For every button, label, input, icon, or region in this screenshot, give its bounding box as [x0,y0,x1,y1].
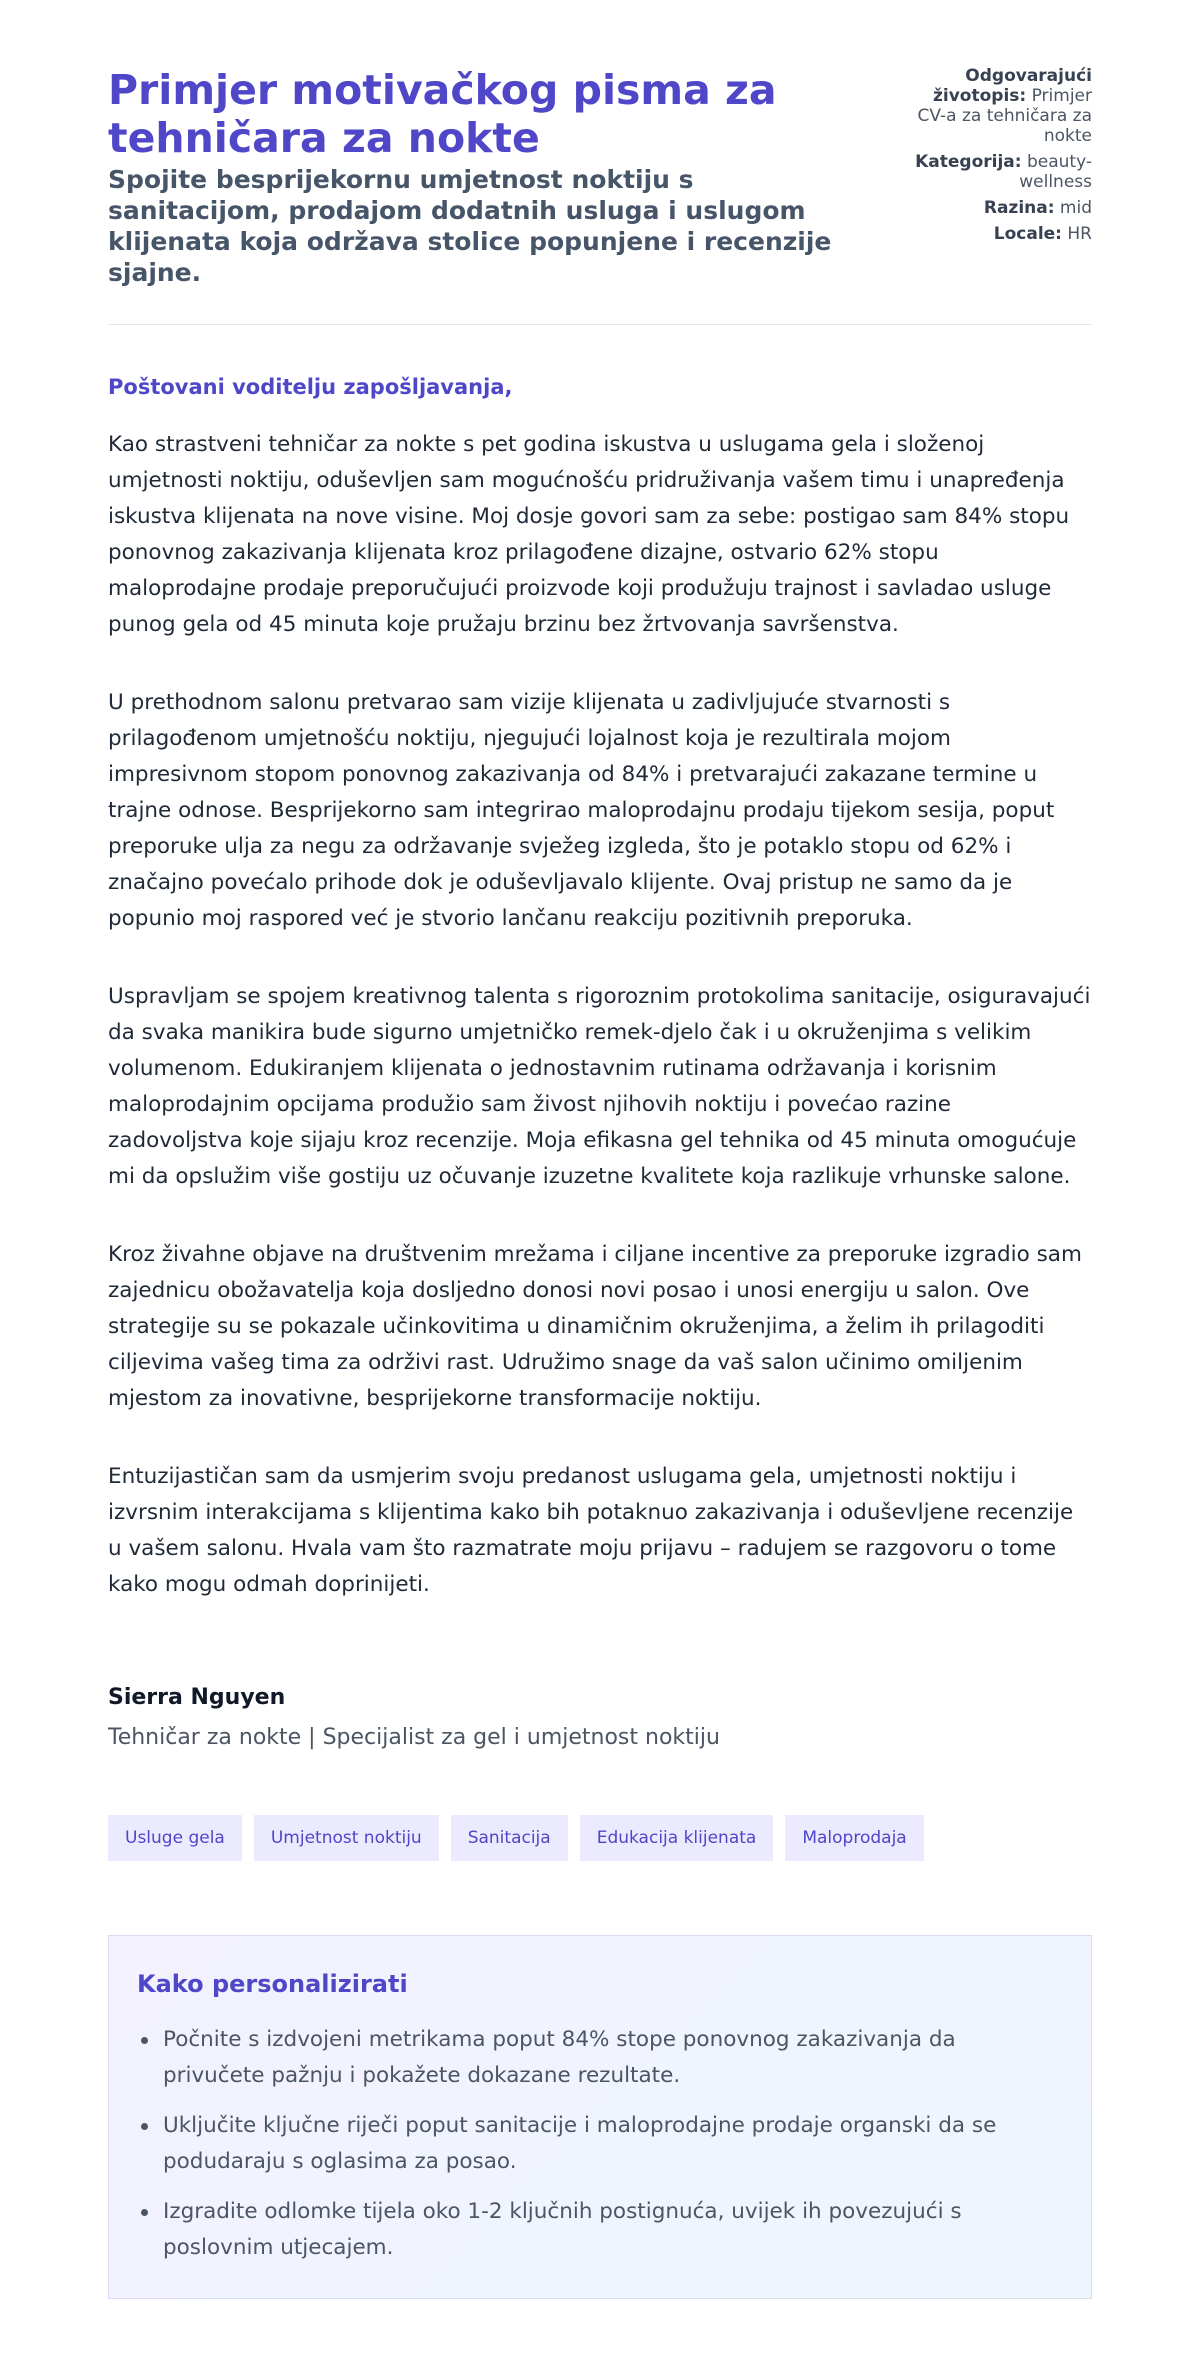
letter-paragraph-3: Uspravljam se spojem kreativnog talenta s rigoroznim protokolima sanitacije, osiguravajući da svaka manikira bude sigurno umjetničko remek-djelo čak i u okruženjima s velikim volumenom. Edukiranjem klijenata o jednostavnim rutinama održavanja i korisnim maloprodajnim opcijama produžio sam živost njihovih noktiju i povećao razine zadovoljstva koje sijaju kroz recenzije. Moja efikasna gel tehnika od 45 minuta omogućuje mi da opslužim više gostiju uz očuvanje izuzetne kvalitete koja razlikuje vrhunske salone. [108,984,1091,1189]
skill-tag: Maloprodaja [785,1815,923,1861]
meta-resume [902,66,1092,146]
skill-tag: Sanitacija [451,1815,568,1861]
salutation: Poštovani voditelju zapošljavanja, [108,375,513,399]
skill-tag: Usluge gela [108,1815,242,1861]
tips-list [137,2022,1063,2266]
letter-paragraph-2: U prethodnom salonu pretvarao sam vizije klijenata u zadivljujuće stvarnosti s prilagođenom umjetnošću noktiju, njegujući lojalnost koja je rezultirala mojom impresivnom stopom ponovnog zakazivanja od 84% i pretvarajući zakazane termine u trajne odnose. Besprijekorno sam integrirao maloprodajnu prodaju tijekom sesija, poput preporuke ulja za negu za održavanje svježeg izgleda, što je potaklo stopu od 62% i značajno povećalo prihode dok je oduševljavalo klijente. Ovaj pristup ne samo da je popunio moj raspored već je stvorio lančanu reakciju pozitivnih preporuka. [108,690,1055,931]
tip-item: Izgradite odlomke tijela oko 1-2 ključnih postignuća, uvijek ih povezujući s poslovnim utjecajem. [137,2194,1063,2266]
signature-role: Tehničar za nokte | Specijalist za gel i umjetnost noktiju [108,1725,720,1750]
skill-tags [108,1815,1092,1861]
meta-locale-value: HR [1067,224,1092,244]
personalization-tips [108,1935,1092,2299]
meta-category [902,152,1092,192]
meta-category-value: beauty-wellness [1019,152,1092,192]
letter-paragraph-4: Kroz živahne objave na društvenim mrežama i ciljane incentive za preporuke izgradio sam zajednicu obožavatelja koja dosljedno donosi novi posao i unosi energiju u salon. Ove strategije su se pokazale učinkovitima u dinamičnim okruženjima, a želim ih prilagoditi ciljevima vašeg tima za održivi rast. Udružimo snage da vaš salon učinimo omiljenim mjestom za inovativne, besprijekorne transformacije noktiju. [108,1242,1082,1411]
tip-item: Počnite s izdvojeni metrikama poput 84% stope ponovnog zakazivanja da privučete pažnju i pokažete dokazane rezultate. [137,2022,1063,2094]
meta-locale-label: Locale: [993,224,1062,244]
skill-tag: Umjetnost noktiju [254,1815,439,1861]
signature-block [108,1683,1092,1753]
meta-resume-label: Odgovarajući životopis: [932,66,1092,106]
page-title: Primjer motivačkog pisma za tehničara za nokte [108,66,777,162]
meta-level [902,198,1092,218]
letter-body [108,373,1092,1603]
signature-name: Sierra Nguyen [108,1685,286,1710]
tip-item: Uključite ključne riječi poput sanitacije i maloprodajne prodaje organski da se podudaraju s oglasima za posao. [137,2108,1063,2180]
meta-panel [902,66,1092,250]
page-subtitle: Spojite besprijekornu umjetnost noktiju s sanitacijom, prodajom dodatnih usluga i uslugom klijenata koja održava stolice popunjene i recenzije sjajne. [108,165,832,287]
letter-paragraph-5: Entuzijastičan sam da usmjerim svoju predanost uslugama gela, umjetnosti noktiju i izvrsnim interakcijama s klijentima kako bih potaknuo zakazivanja i oduševljene recenzije u vašem salonu. Hvala vam što razmatrate moju prijavu – radujem se razgovoru o tome kako mogu odmah doprinijeti. [108,1464,1074,1597]
document-header [108,66,1092,325]
header-titles [108,66,868,288]
tips-title: Kako personalizirati [137,1970,408,1998]
letter-paragraph-1: Kao strastveni tehničar za nokte s pet godina iskustva u uslugama gela i složenoj umjetnosti noktiju, oduševljen sam mogućnošću pridruživanja vašem timu i unapređenja iskustva klijenata na nove visine. Moj dosje govori sam za sebe: postigao sam 84% stopu ponovnog zakazivanja klijenata kroz prilagođene dizajne, ostvario 62% stopu maloprodajne prodaje preporučujući proizvode koji produžuju trajnost i savladao usluge punog gela od 45 minuta koje pružaju brzinu bez žrtvovanja savršenstva. [108,432,1070,637]
meta-level-label: Razina: [983,198,1055,218]
skill-tag: Edukacija klijenata [580,1815,774,1861]
meta-level-value: mid [1059,198,1092,218]
meta-resume-value: Primjer CV-a za tehničara za nokte [917,86,1092,146]
meta-category-label: Kategorija: [915,152,1022,172]
meta-locale [902,224,1092,244]
